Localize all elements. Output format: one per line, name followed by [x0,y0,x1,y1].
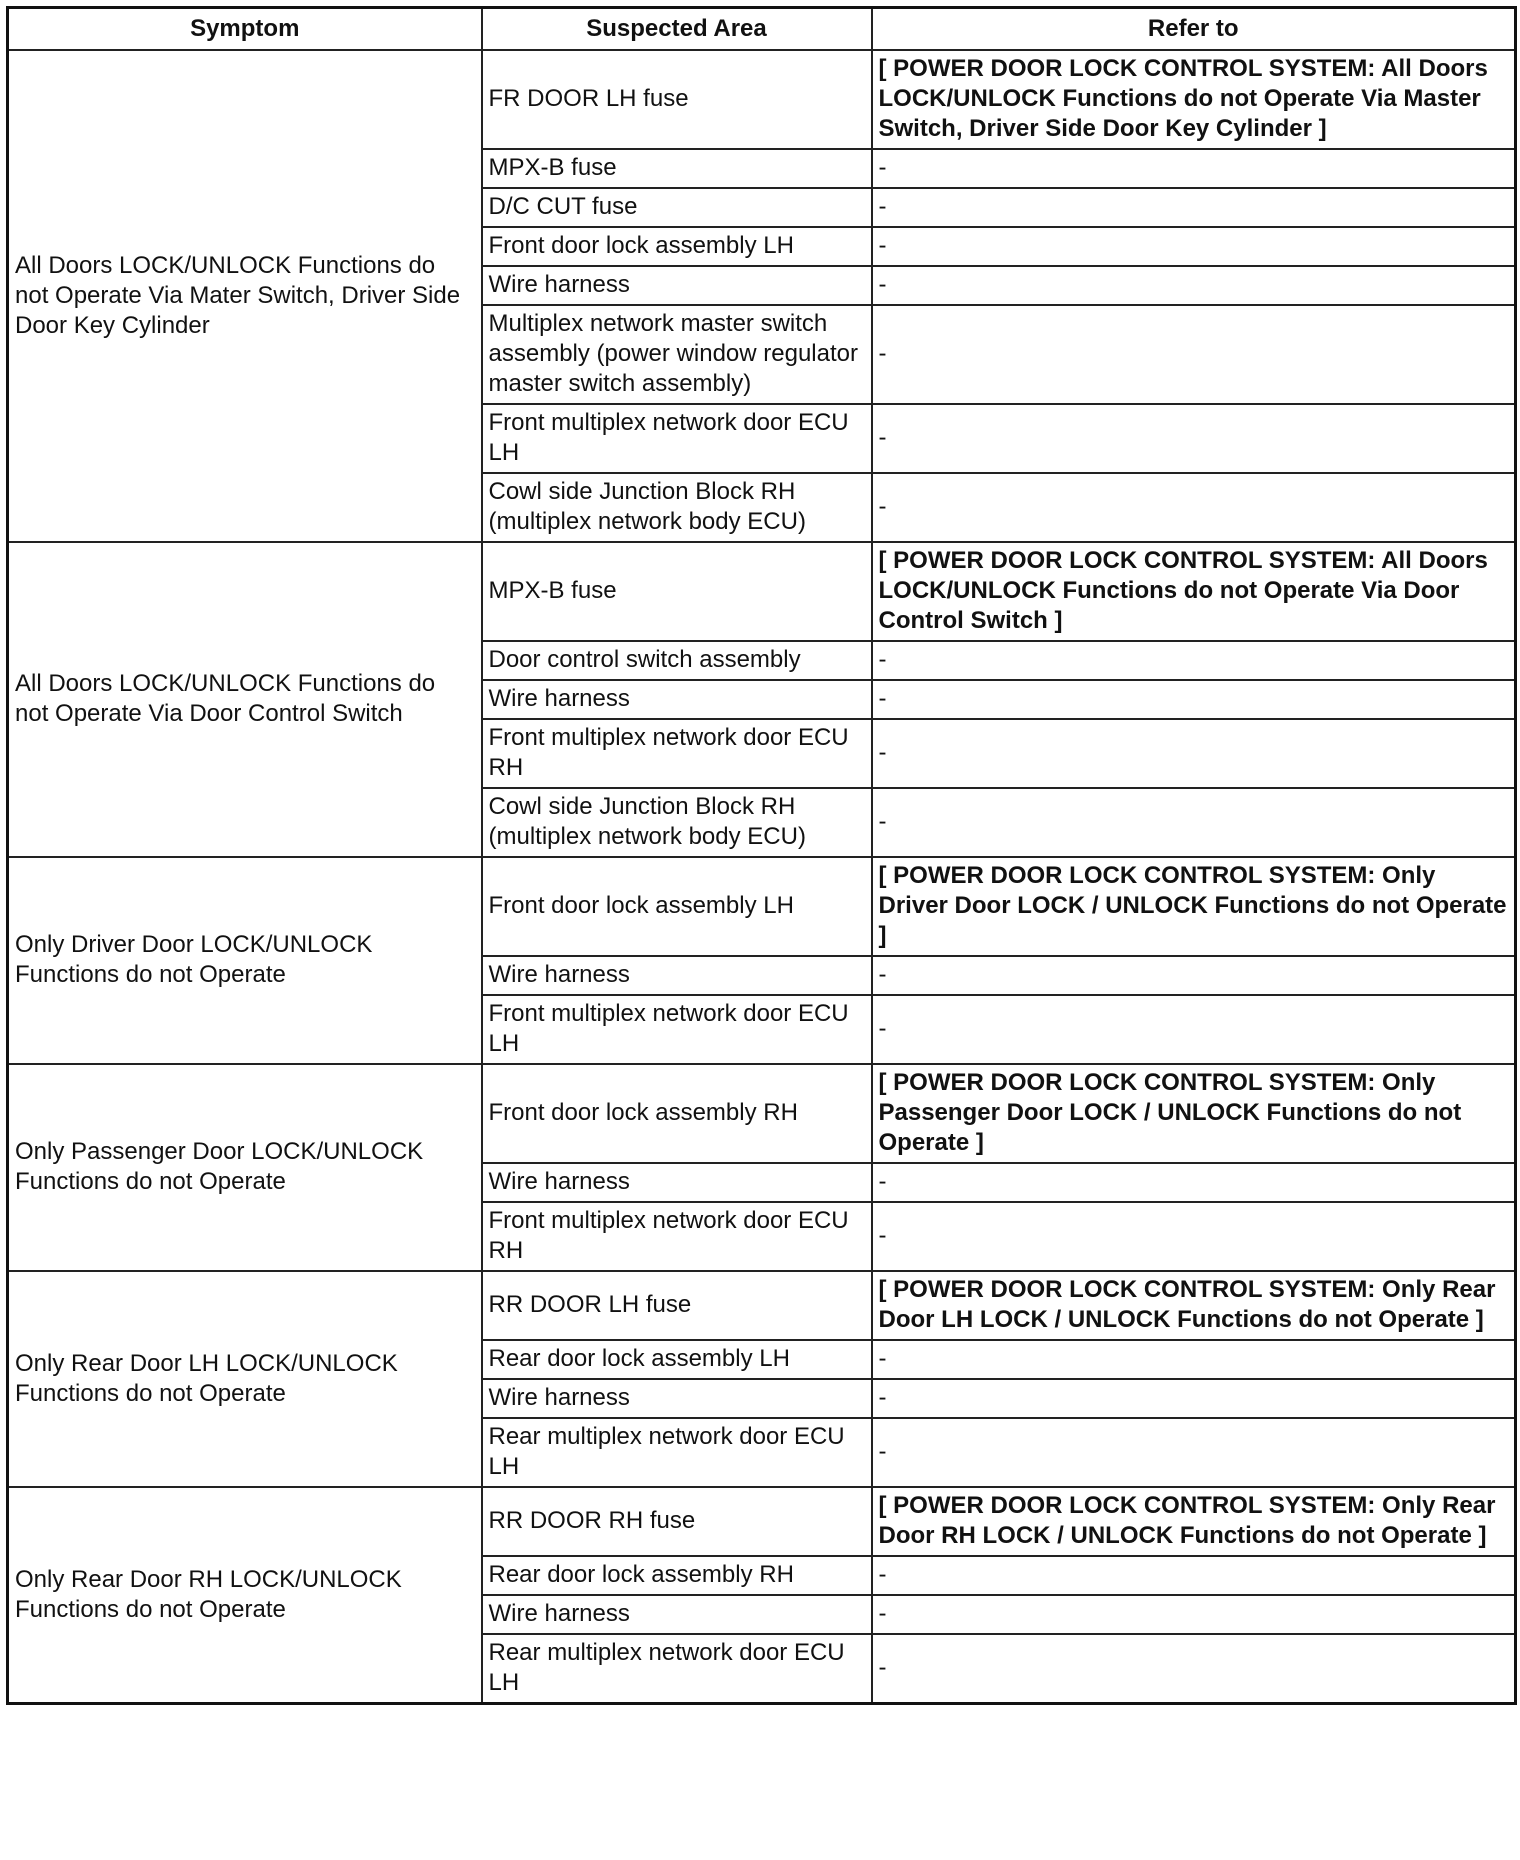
refer-to-cell: - [872,305,1516,404]
symptom-cell: Only Rear Door LH LOCK/UNLOCK Functions do not Operate [8,1271,482,1487]
table-header-row [8,8,1516,51]
suspected-area-cell: Door control switch assembly [482,641,872,680]
suspected-area-cell: Rear multiplex network door ECU LH [482,1634,872,1704]
refer-to-cell: - [872,227,1516,266]
refer-to-cell: [ POWER DOOR LOCK CONTROL SYSTEM: Only Driver Door LOCK / UNLOCK Functions do not Operate ] [872,857,1516,956]
table-row [8,542,1516,641]
symptom-cell: Only Rear Door RH LOCK/UNLOCK Functions do not Operate [8,1487,482,1704]
refer-to-cell: - [872,1418,1516,1487]
refer-to-cell: - [872,1634,1516,1704]
symptom-table [6,6,1517,1705]
suspected-area-cell: MPX-B fuse [482,149,872,188]
refer-to-cell: - [872,788,1516,857]
refer-to-cell: - [872,995,1516,1064]
suspected-area-cell: Front door lock assembly LH [482,857,872,956]
refer-to-cell: - [872,149,1516,188]
suspected-area-cell: FR DOOR LH fuse [482,50,872,149]
refer-to-cell: - [872,1340,1516,1379]
symptom-cell: All Doors LOCK/UNLOCK Functions do not Operate Via Mater Switch, Driver Side Door Key Cylinder [8,50,482,542]
table-row [8,1487,1516,1556]
suspected-area-cell: Front door lock assembly RH [482,1064,872,1163]
suspected-area-cell: Wire harness [482,1595,872,1634]
suspected-area-cell: Rear multiplex network door ECU LH [482,1418,872,1487]
suspected-area-cell: MPX-B fuse [482,542,872,641]
suspected-area-cell: Multiplex network master switch assembly (power window regulator master switch assembly) [482,305,872,404]
suspected-area-cell: Rear door lock assembly LH [482,1340,872,1379]
suspected-area-cell: Wire harness [482,1163,872,1202]
refer-to-cell: - [872,473,1516,542]
refer-to-cell: - [872,641,1516,680]
table-row [8,857,1516,956]
refer-to-cell: - [872,956,1516,995]
symptom-cell: All Doors LOCK/UNLOCK Functions do not Operate Via Door Control Switch [8,542,482,857]
refer-to-cell: - [872,404,1516,473]
refer-to-cell: - [872,1556,1516,1595]
refer-to-cell: - [872,188,1516,227]
refer-to-cell: [ POWER DOOR LOCK CONTROL SYSTEM: All Doors LOCK/UNLOCK Functions do not Operate Via Master Switch, Driver Side Door Key Cylinder ] [872,50,1516,149]
suspected-area-cell: RR DOOR RH fuse [482,1487,872,1556]
suspected-area-cell: Front multiplex network door ECU RH [482,719,872,788]
header-suspected-area: Suspected Area [482,8,872,51]
suspected-area-cell: Cowl side Junction Block RH (multiplex network body ECU) [482,473,872,542]
table-row [8,50,1516,149]
refer-to-cell: - [872,719,1516,788]
suspected-area-cell: RR DOOR LH fuse [482,1271,872,1340]
table-row [8,1271,1516,1340]
table-body [8,50,1516,1704]
refer-to-cell: [ POWER DOOR LOCK CONTROL SYSTEM: Only Passenger Door LOCK / UNLOCK Functions do not Operate ] [872,1064,1516,1163]
header-symptom: Symptom [8,8,482,51]
refer-to-cell: [ POWER DOOR LOCK CONTROL SYSTEM: All Doors LOCK/UNLOCK Functions do not Operate Via Door Control Switch ] [872,542,1516,641]
refer-to-cell: - [872,1379,1516,1418]
refer-to-cell: - [872,680,1516,719]
symptom-cell: Only Driver Door LOCK/UNLOCK Functions do not Operate [8,857,482,1064]
suspected-area-cell: Front multiplex network door ECU LH [482,995,872,1064]
suspected-area-cell: Wire harness [482,956,872,995]
refer-to-cell: - [872,1163,1516,1202]
suspected-area-cell: Rear door lock assembly RH [482,1556,872,1595]
header-refer-to: Refer to [872,8,1516,51]
refer-to-cell: [ POWER DOOR LOCK CONTROL SYSTEM: Only Rear Door LH LOCK / UNLOCK Functions do not Operate ] [872,1271,1516,1340]
suspected-area-cell: D/C CUT fuse [482,188,872,227]
refer-to-cell: - [872,1202,1516,1271]
table-row [8,1064,1516,1163]
suspected-area-cell: Wire harness [482,266,872,305]
refer-to-cell: - [872,266,1516,305]
symptom-cell: Only Passenger Door LOCK/UNLOCK Functions do not Operate [8,1064,482,1271]
suspected-area-cell: Front multiplex network door ECU LH [482,404,872,473]
refer-to-cell: [ POWER DOOR LOCK CONTROL SYSTEM: Only Rear Door RH LOCK / UNLOCK Functions do not Operate ] [872,1487,1516,1556]
suspected-area-cell: Wire harness [482,680,872,719]
suspected-area-cell: Wire harness [482,1379,872,1418]
suspected-area-cell: Front multiplex network door ECU RH [482,1202,872,1271]
suspected-area-cell: Front door lock assembly LH [482,227,872,266]
suspected-area-cell: Cowl side Junction Block RH (multiplex network body ECU) [482,788,872,857]
refer-to-cell: - [872,1595,1516,1634]
